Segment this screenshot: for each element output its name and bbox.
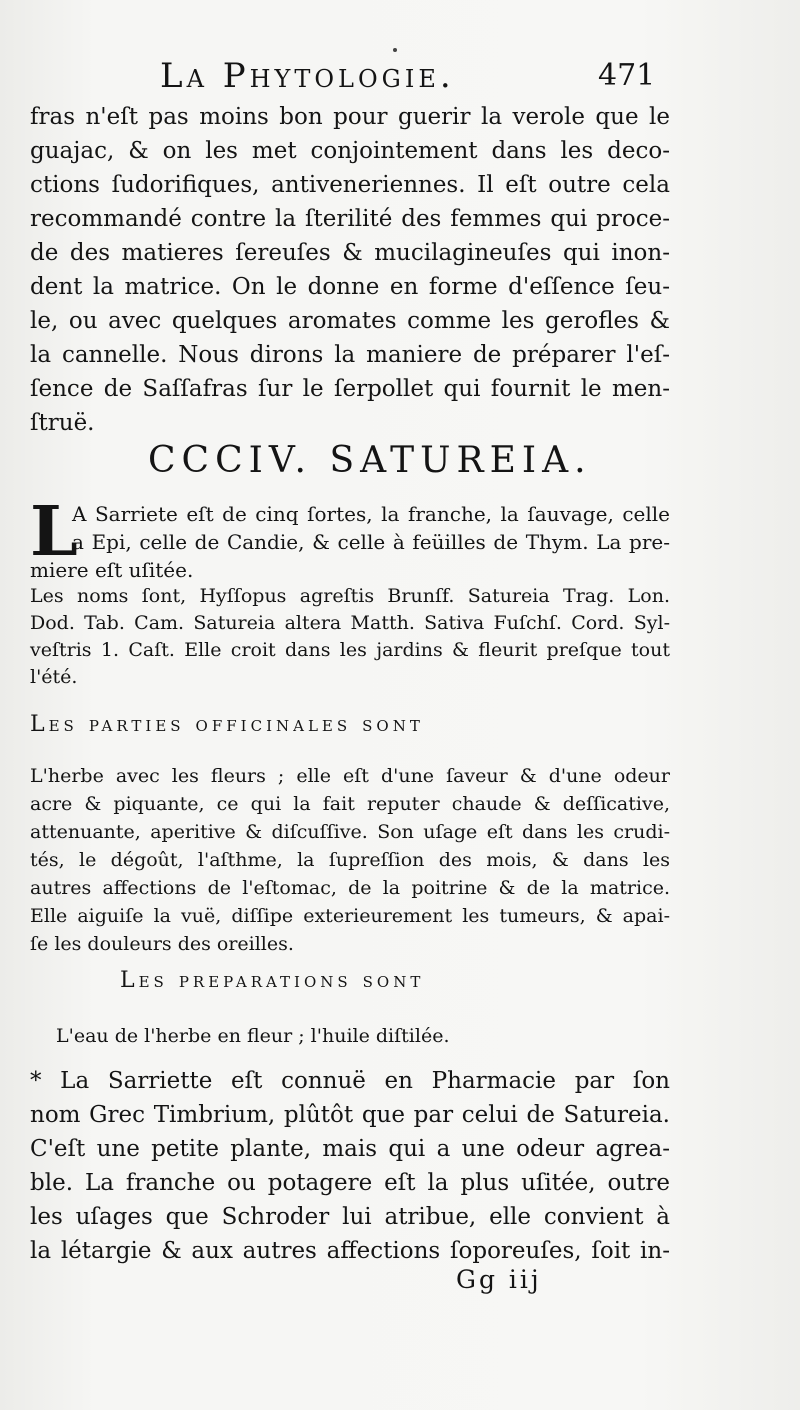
text-line: ſtruë. <box>30 410 95 436</box>
running-title: La Phytologie. <box>160 56 455 96</box>
body-paragraph <box>30 100 670 440</box>
text-line: ſe les douleurs des oreilles. <box>30 933 294 955</box>
text-line: miere eſt uſitée. <box>30 558 194 582</box>
text-line: autres affections de l'eſtomac, de la poitrine & de la matrice. <box>30 877 670 899</box>
preparations-paragraph <box>56 1022 696 1050</box>
text-line: * La Sarriette eſt connuë en Pharmacie par ſon <box>30 1068 670 1094</box>
text-line: dent la matrice. On le donne en forme d'eſſence ſeu- <box>30 274 670 300</box>
text-line: ctions ſudorifiques, antiveneriennes. Il eſt outre cela <box>30 172 670 198</box>
signature-mark: Gg iij <box>456 1265 542 1294</box>
text-line: guajac, & on les met conjointement dans les deco- <box>30 138 670 164</box>
text-line: C'eſt une petite plante, mais qui a une odeur agrea- <box>30 1136 670 1162</box>
text-line: acre & piquante, ce qui la fait reputer chaude & deſſicative, <box>30 793 670 815</box>
text-line: la létargie & aux autres affections ſoporeuſes, ſoit in- <box>30 1238 670 1264</box>
section-title: CCCIV. SATUREIA. <box>148 440 592 481</box>
text-line: L'herbe avec les fleurs ; elle eſt d'une ſaveur & d'une odeur <box>30 765 670 787</box>
text-line: tés, le dégoût, l'aſthme, la ſupreſſion des mois, & dans les <box>30 849 670 871</box>
text-line: le, ou avec quelques aromates comme les gerofles & <box>30 308 670 334</box>
text-line: a Epi, celle de Candie, & celle à feüilles de Thym. La pre- <box>72 530 670 554</box>
text-line: recommandé contre la ſterilité des femmes qui proce- <box>30 206 670 232</box>
text-line: ble. La franche ou potagere eſt la plus uſitée, outre <box>30 1170 670 1196</box>
parts-heading: Les parties officinales sont <box>30 712 424 737</box>
names-paragraph <box>30 583 670 691</box>
page-number: 471 <box>598 58 656 93</box>
text-line: les uſages que Schroder lui atribue, elle convient à <box>30 1204 670 1230</box>
entry-paragraph <box>30 492 670 584</box>
preparations-heading: Les preparations sont <box>120 968 425 993</box>
drop-cap: L <box>30 492 78 572</box>
text-line: fras n'eſt pas moins bon pour guerir la verole que le <box>30 104 670 130</box>
text-line: de des matieres ſereuſes & mucilagineuſes qui inon- <box>30 240 670 266</box>
note-paragraph <box>30 1064 670 1268</box>
text-line: l'été. <box>30 666 78 688</box>
text-line: veſtris 1. Caſt. Elle croit dans les jardins & fleurit preſque tout <box>30 639 670 661</box>
text-line: ſence de Saſſafras ſur le ſerpollet qui fournit le men- <box>30 376 670 402</box>
text-line: Elle aiguiſe la vuë, diſſipe exterieurement les tumeurs, & apai- <box>30 905 670 927</box>
parts-paragraph <box>30 762 670 958</box>
text-line: la cannelle. Nous dirons la maniere de préparer l'eſ- <box>30 342 670 368</box>
text-line: Dod. Tab. Cam. Satureia altera Matth. Sativa Fuſchſ. Cord. Syl- <box>30 612 670 634</box>
text-line: Les noms ſont, Hyſſopus agreſtis Brunſf. Satureia Trag. Lon. <box>30 585 670 607</box>
running-head <box>0 56 800 100</box>
text-line: L'eau de l'herbe en fleur ; l'huile diſtilée. <box>56 1025 450 1047</box>
text-line: attenuante, aperitive & diſcuſſive. Son uſage eſt dans les crudi- <box>30 821 670 843</box>
text-line: nom Grec Timbrium, plûtôt que par celui de Satureia. <box>30 1102 670 1128</box>
text-line: A Sarriete eſt de cinq ſortes, la franche, la ſauvage, celle <box>72 502 670 526</box>
ink-speck <box>393 48 397 52</box>
